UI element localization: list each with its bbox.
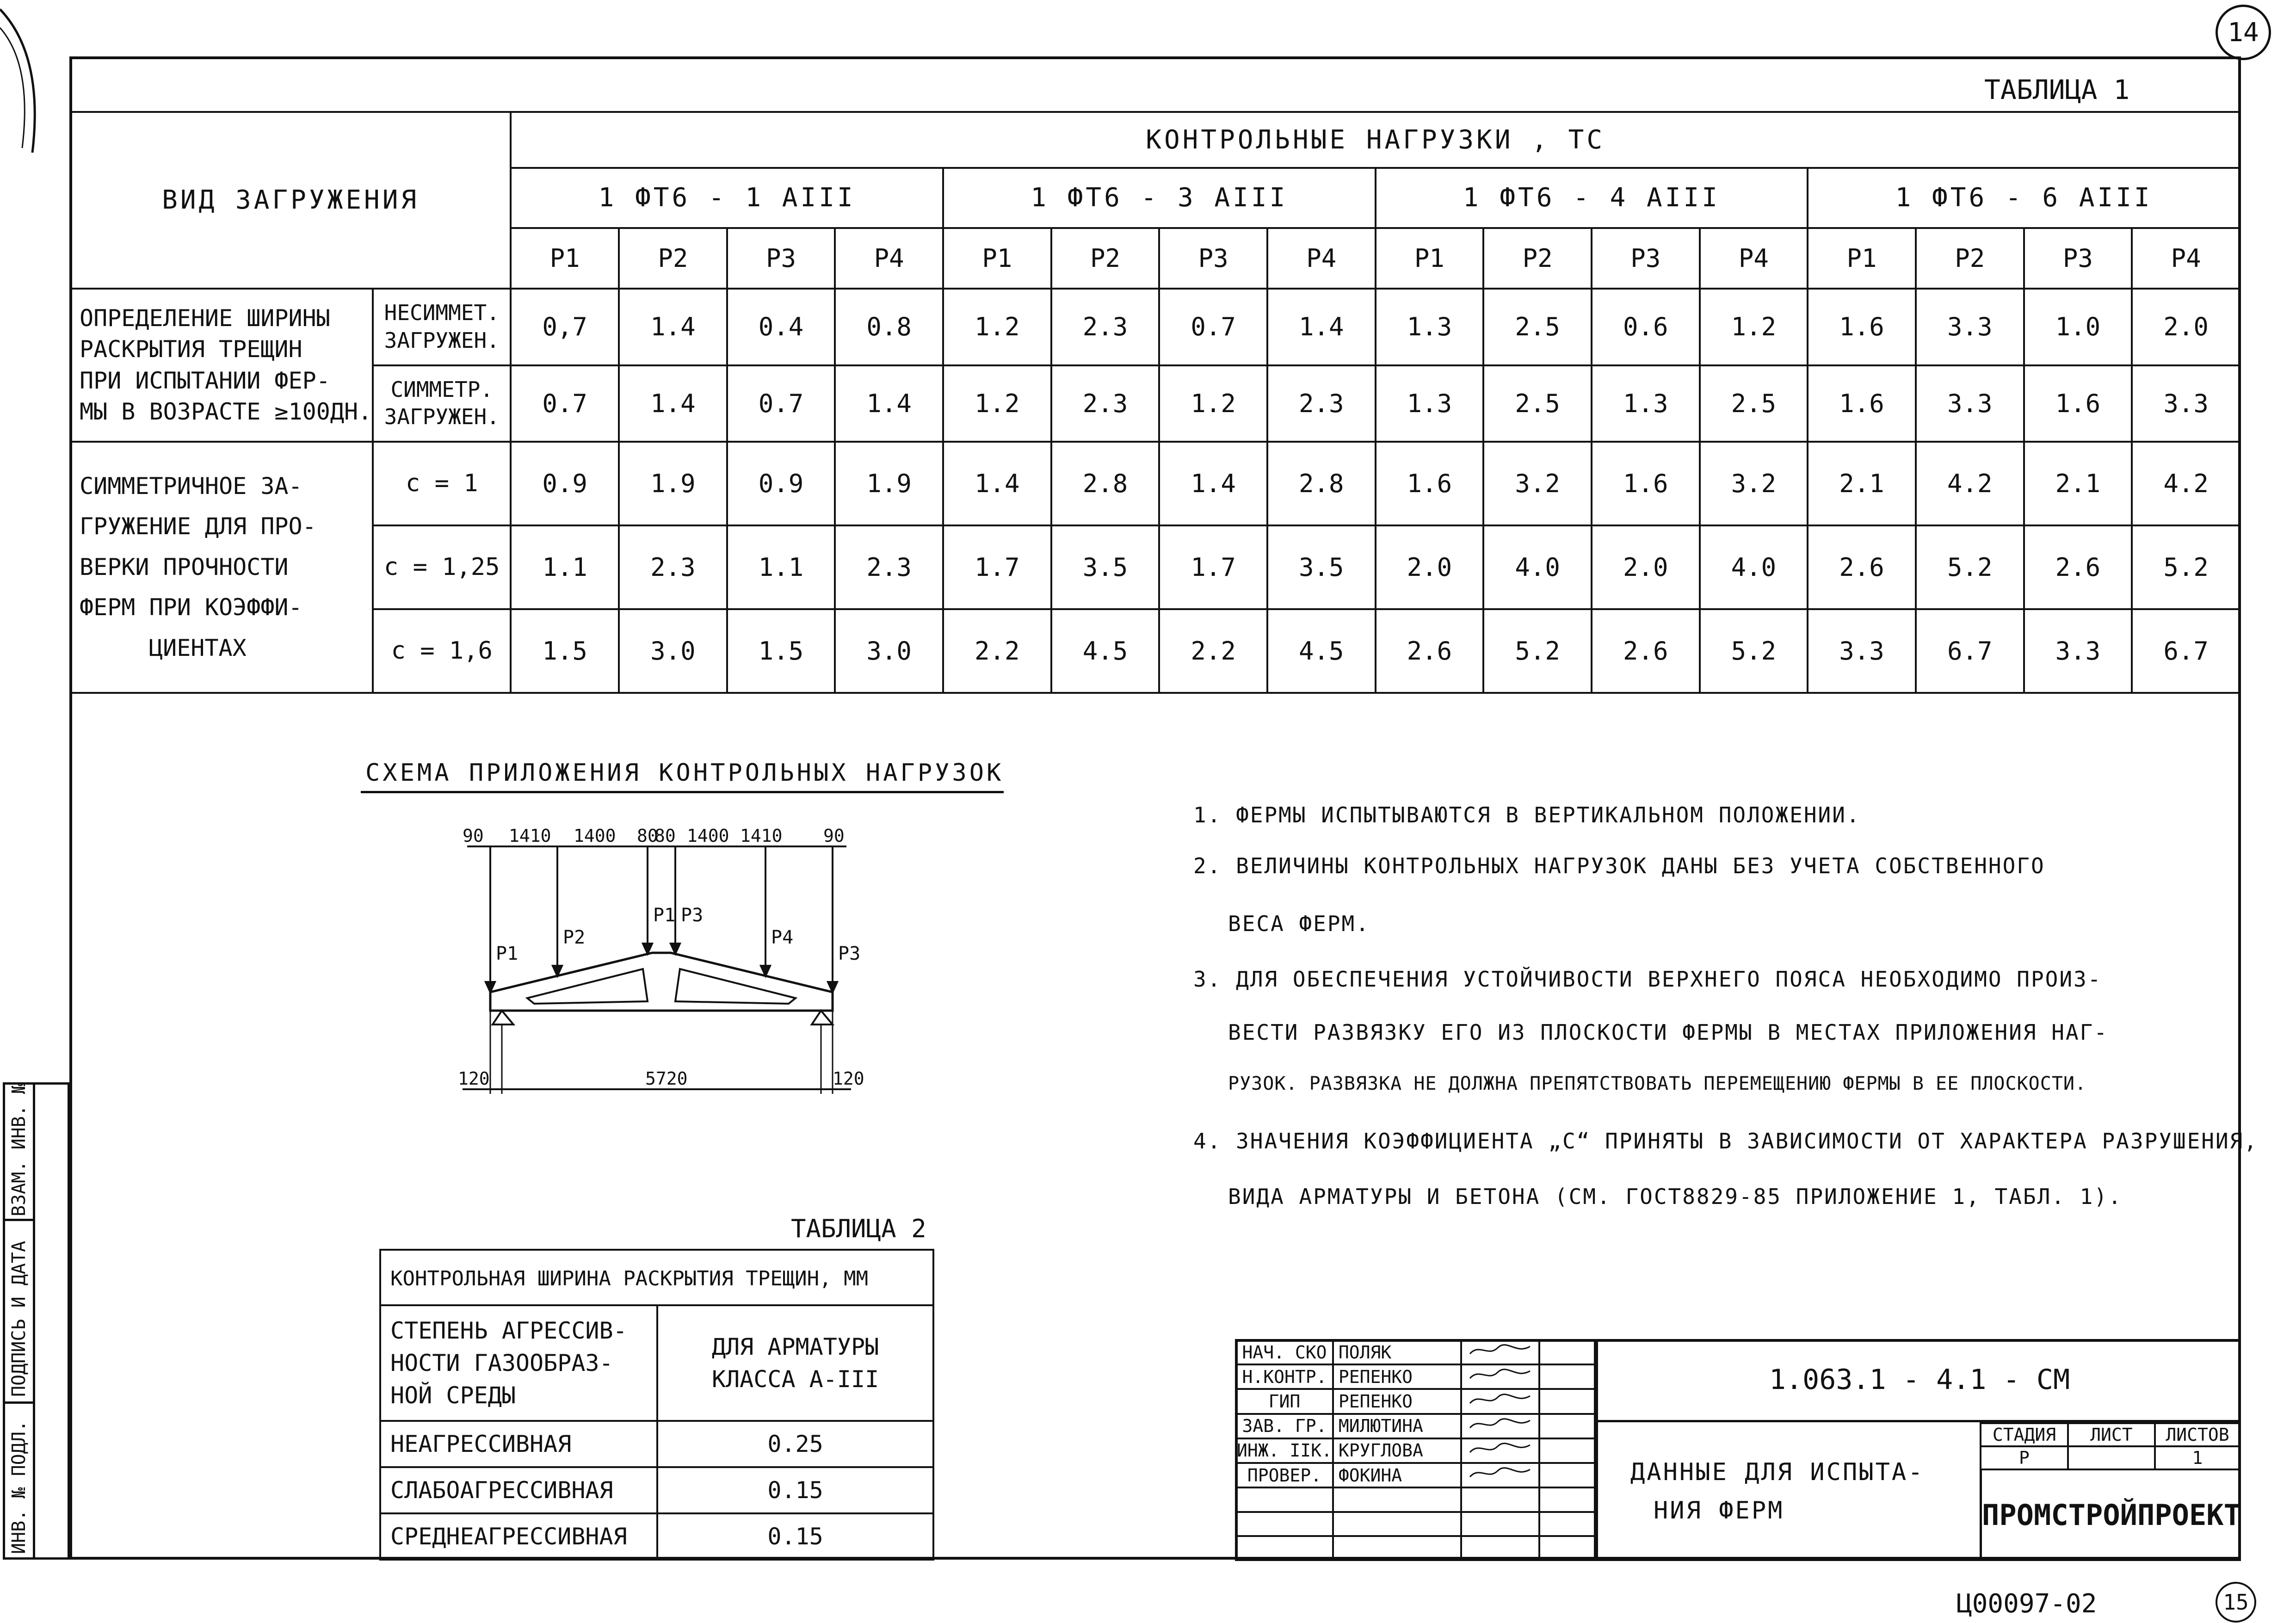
section2-label [70, 442, 373, 693]
empty-cell [1333, 1536, 1461, 1560]
main-header: КОНТРОЛЬНЫЕ НАГРУЗКИ , ТС [1146, 124, 1605, 155]
table-cell: 3.5 [1051, 525, 1160, 609]
section1-label [70, 289, 373, 442]
empty-cell [1236, 1536, 1333, 1560]
table-cell: 2.3 [619, 525, 727, 609]
main-header-cell [511, 112, 2240, 168]
table-cell: 4.0 [1700, 525, 1808, 609]
table-cell: 2.6 [1592, 609, 1700, 693]
table-cell: 2.1 [2024, 442, 2132, 525]
table-cell: 3.0 [835, 609, 943, 693]
bottom-dimension: 120 [458, 1068, 490, 1089]
table-cell: 1.3 [1592, 365, 1700, 442]
table-cell: 5.2 [1916, 525, 2024, 609]
section2-label-line: ВЕРКИ ПРОЧНОСТИ [80, 553, 289, 580]
group-header-4: 1 ФТ6 - 6 АIII [1808, 168, 2240, 228]
load-header-g1-p1: P1 [511, 228, 619, 289]
top-dimension: 80 [637, 826, 658, 846]
table-cell: 0.7 [511, 365, 619, 442]
aggressiveness-name: СЛАБОАГРЕССИВНАЯ [380, 1467, 657, 1513]
section1-label-line: РАСКРЫТИЯ ТРЕЩИН [80, 336, 302, 363]
person-role: Н.КОНТР. [1236, 1364, 1333, 1389]
support-left-icon [493, 1011, 513, 1024]
sheet-header: ЛИСТ [2068, 1423, 2155, 1446]
table-cell: 1.5 [727, 609, 835, 693]
top-dimension: 80 [654, 826, 676, 846]
section1-sublabel-line: СИММЕТР. [390, 376, 494, 402]
person-name: РЕПЕНКО [1333, 1389, 1461, 1413]
table-cell: 1.7 [1159, 525, 1267, 609]
table-cell: 2.3 [1267, 365, 1376, 442]
empty-cell [1539, 1364, 1595, 1389]
load-header-g4-p4: P4 [2132, 228, 2240, 289]
table-cell: 5.2 [2132, 525, 2240, 609]
table-cell: 2.5 [1483, 289, 1592, 365]
load-label-3: P1 [653, 905, 676, 926]
table-cell: 5.2 [1700, 609, 1808, 693]
note-line: 2. ВЕЛИЧИНЫ КОНТРОЛЬНЫХ НАГРУЗОК ДАНЫ БЕЗ УЧЕТА СОБСТВЕННОГО [1193, 853, 2045, 878]
table-row [380, 1513, 933, 1560]
doc-title-line-1: ДАННЫЕ ДЛЯ ИСПЫТА- [1630, 1458, 1925, 1486]
load-label-4: P3 [681, 905, 704, 926]
sheets-header: ЛИСТОВ [2155, 1423, 2240, 1446]
table-cell: 3.2 [1483, 442, 1592, 525]
table-cell: 2.2 [1159, 609, 1267, 693]
load-scheme-diagram [435, 814, 888, 1101]
load-header-g4-p2: P2 [1916, 228, 2024, 289]
table-cell: 2.0 [1376, 525, 1484, 609]
person-role: ЗАВ. ГР. [1236, 1414, 1333, 1438]
people-row [1236, 1389, 1595, 1413]
crack-width-value: 0.15 [657, 1513, 933, 1560]
table-cell: 0.6 [1592, 289, 1700, 365]
table2-col1-line-1: СТЕПЕНЬ АГРЕССИВ- [390, 1317, 627, 1344]
table-cell: 1.3 [1376, 289, 1484, 365]
table-cell: 2.1 [1808, 442, 1916, 525]
title-block-code-cell [1596, 1339, 2241, 1422]
table-cell: 4.5 [1051, 609, 1160, 693]
truss-outline [490, 953, 833, 1011]
people-row [1236, 1414, 1595, 1438]
empty-cell [1461, 1487, 1539, 1512]
organization-cell [1980, 1469, 2241, 1561]
load-header-g2-p4: P4 [1267, 228, 1376, 289]
empty-cell [1539, 1340, 1595, 1364]
table-cell: 1.0 [2024, 289, 2132, 365]
row-header-cell [70, 112, 511, 289]
table2-col1-line-2: НОСТИ ГАЗООБРАЗ- [390, 1350, 613, 1376]
section2-coef: с = 1,25 [373, 525, 511, 609]
scheme-title: СХЕМА ПРИЛОЖЕНИЯ КОНТРОЛЬНЫХ НАГРУЗОК [365, 759, 1004, 787]
table2-col2-header [657, 1305, 933, 1421]
table-cell: 1.6 [1808, 365, 1916, 442]
table-cell: 4.0 [1483, 525, 1592, 609]
stage-value: Р [1981, 1446, 2068, 1469]
table-cell: 3.3 [2024, 609, 2132, 693]
table-cell: 1.6 [2024, 365, 2132, 442]
people-row [1236, 1463, 1595, 1487]
section2-label-line: ГРУЖЕНИЕ ДЛЯ ПРО- [80, 513, 316, 540]
table-cell: 4.2 [1916, 442, 2024, 525]
table-cell: 1.4 [1159, 442, 1267, 525]
table-cell: 1.7 [943, 525, 1051, 609]
truss-opening-left [527, 969, 648, 1004]
section1-sublabel-line: ЗАГРУЖЕН. [384, 404, 500, 430]
top-dimension: 1410 [740, 826, 783, 846]
table-cell: 2.6 [2024, 525, 2132, 609]
table-cell: 1.1 [511, 525, 619, 609]
people-row-empty [1236, 1487, 1595, 1512]
table-cell: 1.9 [619, 442, 727, 525]
section1-label-line: ПРИ ИСПЫТАНИИ ФЕР- [80, 367, 330, 394]
empty-cell [1236, 1512, 1333, 1536]
empty-cell [1461, 1536, 1539, 1560]
section1-label-line: ОПРЕДЕЛЕНИЕ ШИРИНЫ [80, 304, 330, 332]
table-cell: 3.3 [1808, 609, 1916, 693]
table-cell: 0.8 [835, 289, 943, 365]
table1-title: ТАБЛИЦА 1 [1984, 74, 2130, 105]
table2-col1-header [380, 1305, 657, 1421]
truss-opening-right [675, 969, 796, 1004]
load-header-g1-p2: P2 [619, 228, 727, 289]
section1-sublabel [373, 365, 511, 442]
load-label-5: P4 [771, 927, 794, 948]
empty-cell [1539, 1414, 1595, 1438]
table-cell: 3.2 [1700, 442, 1808, 525]
person-name: МИЛЮТИНА [1333, 1414, 1461, 1438]
table-row [70, 289, 2240, 365]
table-cell: 1.2 [1700, 289, 1808, 365]
table-cell: 1.4 [835, 365, 943, 442]
table-row [70, 609, 2240, 693]
table-cell: 6.7 [2132, 609, 2240, 693]
table-cell: 3.5 [1267, 525, 1376, 609]
side-stamp [3, 1082, 69, 1560]
table-cell: 1.1 [727, 525, 835, 609]
people-row [1236, 1340, 1595, 1364]
table-row [70, 365, 2240, 442]
signature-icon [1461, 1463, 1539, 1487]
table-cell: 0.4 [727, 289, 835, 365]
table-cell: 0.9 [511, 442, 619, 525]
table-cell: 2.5 [1700, 365, 1808, 442]
top-dimension: 1400 [574, 826, 616, 846]
load-label-6: P3 [838, 943, 861, 964]
table-cell: 2.3 [1051, 289, 1160, 365]
table-cell: 2.3 [835, 525, 943, 609]
table-cell: 2.8 [1267, 442, 1376, 525]
person-name: РЕПЕНКО [1333, 1364, 1461, 1389]
note-line: ВЕСА ФЕРМ. [1228, 911, 1370, 936]
empty-cell [1539, 1438, 1595, 1463]
group-header-3: 1 ФТ6 - 4 АIII [1376, 168, 1808, 228]
section1-label-line: МЫ В ВОЗРАСТЕ ≥100ДН. [80, 398, 372, 426]
side-stamp-box-4 [33, 1082, 70, 1560]
section1-sublabel-line: ЗАГРУЖЕН. [384, 327, 500, 353]
load-header-g2-p2: P2 [1051, 228, 1160, 289]
table-cell: 3.3 [1916, 289, 2024, 365]
note-line: 3. ДЛЯ ОБЕСПЕЧЕНИЯ УСТОЙЧИВОСТИ ВЕРХНЕГО ПОЯСА НЕОБХОДИМО ПРОИЗ- [1193, 967, 2102, 992]
note-line: ВИДА АРМАТУРЫ И БЕТОНА (СМ. ГОСТ8829-85 ПРИЛОЖЕНИЕ 1, ТАБЛ. 1). [1228, 1184, 2123, 1209]
table-cell: 1.4 [619, 289, 727, 365]
top-dimension: 1400 [687, 826, 729, 846]
person-name: КРУГЛОВА [1333, 1438, 1461, 1463]
document-code: 1.063.1 - 4.1 - СМ [1769, 1363, 2070, 1396]
bottom-dimension: 120 [833, 1068, 864, 1089]
table-cell: 2.0 [1592, 525, 1700, 609]
table-cell: 4.5 [1267, 609, 1376, 693]
signature-icon [1461, 1364, 1539, 1389]
table-cell: 1.4 [943, 442, 1051, 525]
group-header-2: 1 ФТ6 - 3 АIII [943, 168, 1376, 228]
table2-title: ТАБЛИЦА 2 [791, 1214, 926, 1243]
table-cell: 2.3 [1051, 365, 1160, 442]
stage-table [1980, 1422, 2241, 1470]
doc-title-line-2: НИЯ ФЕРМ [1654, 1497, 1784, 1524]
empty-cell [1333, 1487, 1461, 1512]
table-cell: 1.6 [1808, 289, 1916, 365]
side-label-sign: ПОДПИСЬ И ДАТА [8, 1240, 30, 1397]
load-header-g2-p1: P1 [943, 228, 1051, 289]
table-cell: 2.0 [2132, 289, 2240, 365]
table-row [380, 1421, 933, 1467]
doc-title-cell [1596, 1422, 1980, 1561]
section2-label-line: ФЕРМ ПРИ КОЭФФИ- [80, 594, 302, 621]
people-row [1236, 1438, 1595, 1463]
organization: ПРОМСТРОЙПРОЕКТ [1982, 1498, 2241, 1532]
table-cell: 2.5 [1483, 365, 1592, 442]
crack-width-value: 0.25 [657, 1421, 933, 1467]
table2-col2-line-2: КЛАССА А-III [711, 1366, 879, 1393]
table-cell: 1.2 [1159, 365, 1267, 442]
table-cell: 5.2 [1483, 609, 1592, 693]
table2-col2-line-1: ДЛЯ АРМАТУРЫ [711, 1333, 879, 1360]
table-cell: 1.3 [1376, 365, 1484, 442]
row-header: ВИД ЗАГРУЖЕНИЯ [162, 185, 420, 216]
sheet-number-bottom-circle [2216, 1582, 2256, 1623]
section1-sublabel [373, 289, 511, 365]
table-cell: 1.6 [1376, 442, 1484, 525]
support-right-icon [812, 1011, 833, 1024]
table-cell: 3.3 [2132, 365, 2240, 442]
top-dimension: 1410 [509, 826, 551, 846]
table-cell: 2.8 [1051, 442, 1160, 525]
sheet-number-bottom: 15 [2223, 1590, 2249, 1615]
table-cell: 2.2 [943, 609, 1051, 693]
table-cell: 1.6 [1592, 442, 1700, 525]
table-cell: 0.9 [727, 442, 835, 525]
aggressiveness-name: НЕАГРЕССИВНАЯ [380, 1421, 657, 1467]
aggressiveness-name: СРЕДНЕАГРЕССИВНАЯ [380, 1513, 657, 1560]
empty-cell [1539, 1463, 1595, 1487]
empty-cell [1539, 1487, 1595, 1512]
table-cell: 6.7 [1916, 609, 2024, 693]
table2-header-cell [380, 1250, 933, 1305]
load-header-g3-p3: P3 [1592, 228, 1700, 289]
table-cell: 1.2 [943, 289, 1051, 365]
sheet-value [2068, 1446, 2155, 1469]
note-line: 4. ЗНАЧЕНИЯ КОЭФФИЦИЕНТА „С“ ПРИНЯТЫ В ЗАВИСИМОСТИ ОТ ХАРАКТЕРА РАЗРУШЕНИЯ, [1193, 1129, 2259, 1154]
table-cell: 1.5 [511, 609, 619, 693]
scheme-title-underline [361, 791, 1004, 793]
people-row-empty [1236, 1512, 1595, 1536]
note-line: РУЗОК. РАЗВЯЗКА НЕ ДОЛЖНА ПРЕПЯТСТВОВАТЬ ПЕРЕМЕЩЕНИЮ ФЕРМЫ В ЕЕ ПЛОСКОСТИ. [1228, 1073, 2087, 1094]
table-row [70, 442, 2240, 525]
table-cell: 4.2 [2132, 442, 2240, 525]
sheet-number-top-circle [2216, 5, 2271, 60]
empty-cell [1333, 1512, 1461, 1536]
table-cell: 3.3 [1916, 365, 2024, 442]
table-cell: 1.2 [943, 365, 1051, 442]
load-header-g2-p3: P3 [1159, 228, 1267, 289]
title-block-people [1235, 1339, 1596, 1561]
load-header-g1-p4: P4 [835, 228, 943, 289]
people-row [1236, 1364, 1595, 1389]
table-cell: 0,7 [511, 289, 619, 365]
people-row-empty [1236, 1536, 1595, 1560]
empty-cell [1539, 1536, 1595, 1560]
table-row [70, 525, 2240, 609]
top-dimension: 90 [823, 826, 845, 846]
section2-label-line: СИММЕТРИЧНОЕ ЗА- [80, 472, 302, 500]
sheet-number-top: 14 [2228, 17, 2259, 48]
load-header-g3-p2: P2 [1483, 228, 1592, 289]
section2-coef: с = 1 [373, 442, 511, 525]
table-cell: 2.6 [1376, 609, 1484, 693]
load-header-g3-p1: P1 [1376, 228, 1484, 289]
table-cell: 0.7 [1159, 289, 1267, 365]
empty-cell [1461, 1512, 1539, 1536]
archive-code: Ц00097-02 [1957, 1589, 2097, 1619]
table-cell: 1.4 [1267, 289, 1376, 365]
top-dimension: 90 [463, 826, 484, 846]
table2-header: КОНТРОЛЬНАЯ ШИРИНА РАСКРЫТИЯ ТРЕЩИН, ММ [390, 1267, 869, 1290]
section2-coef: с = 1,6 [373, 609, 511, 693]
load-header-g1-p3: P3 [727, 228, 835, 289]
crack-width-value: 0.15 [657, 1467, 933, 1513]
table-cell: 1.9 [835, 442, 943, 525]
group-header-1: 1 ФТ6 - 1 АIII [511, 168, 943, 228]
empty-cell [1539, 1389, 1595, 1413]
person-role: НАЧ. СКО [1236, 1340, 1333, 1364]
table-row [380, 1467, 933, 1513]
note-line: ВЕСТИ РАЗВЯЗКУ ЕГО ИЗ ПЛОСКОСТИ ФЕРМЫ В МЕСТАХ ПРИЛОЖЕНИЯ НАГ- [1228, 1020, 2109, 1045]
section2-label-line: ЦИЕНТАХ [149, 634, 247, 661]
empty-cell [1539, 1512, 1595, 1536]
signature-icon [1461, 1414, 1539, 1438]
table1 [69, 111, 2241, 694]
signature-icon [1461, 1389, 1539, 1413]
person-role: ГИП [1236, 1389, 1333, 1413]
load-header-g4-p1: P1 [1808, 228, 1916, 289]
empty-cell [1236, 1487, 1333, 1512]
load-label-2: P2 [563, 927, 586, 948]
note-line: 1. ФЕРМЫ ИСПЫТЫВАЮТСЯ В ВЕРТИКАЛЬНОМ ПОЛОЖЕНИИ. [1193, 802, 1861, 827]
side-label-vzam: ВЗАМ. ИНВ. № [8, 1083, 30, 1216]
table2-col1-line-3: НОЙ СРЕДЫ [390, 1382, 516, 1409]
load-header-g3-p4: P4 [1700, 228, 1808, 289]
signature-icon [1461, 1340, 1539, 1364]
load-header-g4-p3: P3 [2024, 228, 2132, 289]
person-name: ПОЛЯК [1333, 1340, 1461, 1364]
table-cell: 3.0 [619, 609, 727, 693]
load-label-1: P1 [496, 943, 518, 964]
person-role: ИНЖ. IIК. [1236, 1438, 1333, 1463]
person-name: ФОКИНА [1333, 1463, 1461, 1487]
section1-sublabel-line: НЕСИММЕТ. [384, 300, 500, 325]
table-cell: 1.4 [619, 365, 727, 442]
bottom-dimension: 5720 [645, 1068, 688, 1089]
table-cell: 2.6 [1808, 525, 1916, 609]
table2 [379, 1249, 934, 1561]
side-label-inv: ИНВ. № ПОДЛ. [8, 1420, 30, 1554]
sheets-value: 1 [2155, 1446, 2240, 1469]
corner-stamp-icon [0, 0, 51, 157]
table-cell: 0.7 [727, 365, 835, 442]
stage-header: СТАДИЯ [1981, 1423, 2068, 1446]
signature-icon [1461, 1438, 1539, 1463]
person-role: ПРОВЕР. [1236, 1463, 1333, 1487]
